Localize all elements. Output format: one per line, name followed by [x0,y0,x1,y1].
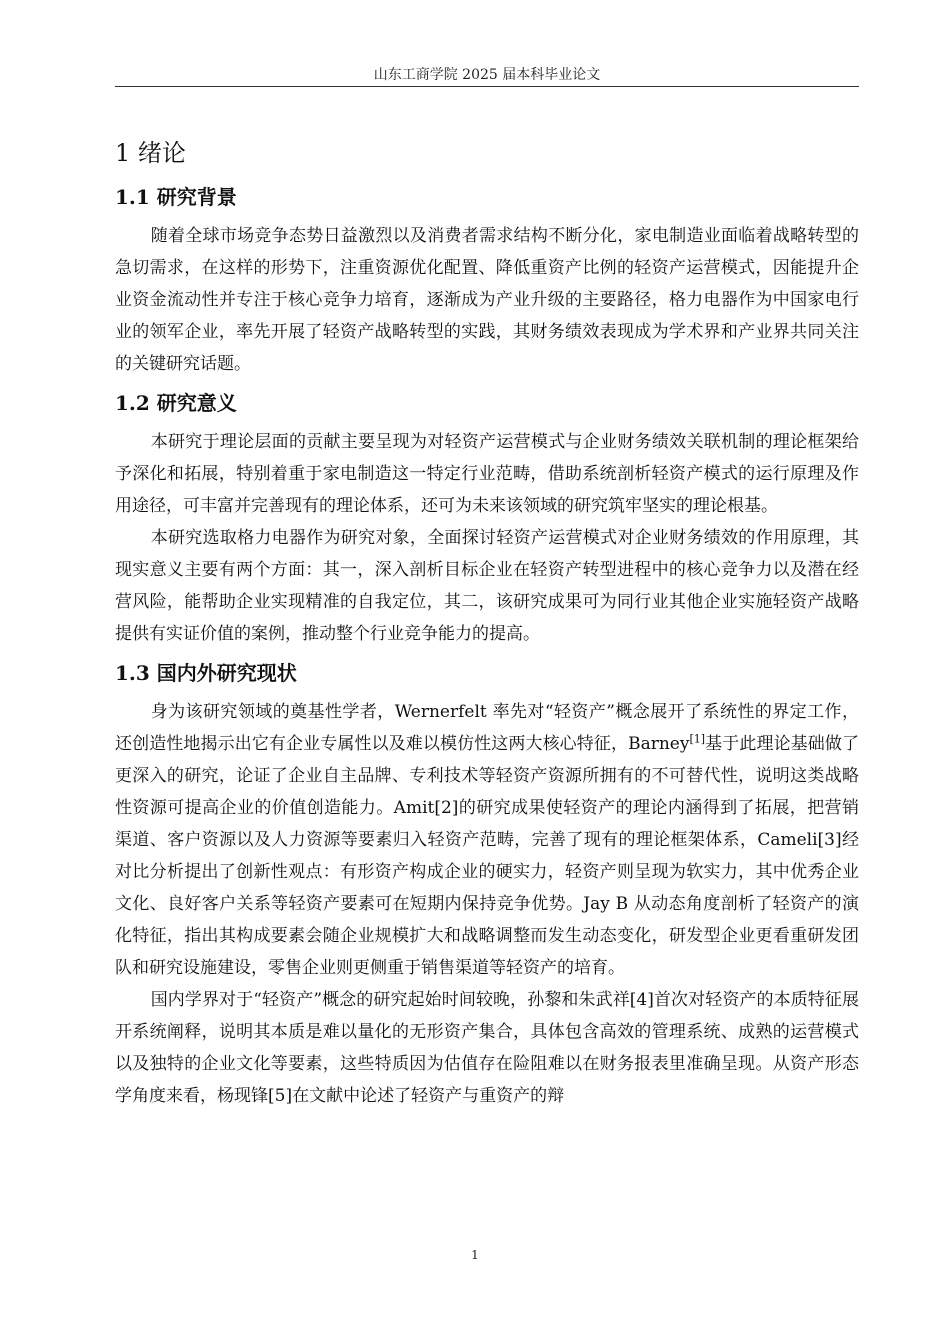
paragraph: 本研究于理论层面的贡献主要呈现为对轻资产运营模式与企业财务绩效关联机制的理论框架给予深化和拓展，特别着重于家电制造这一特定行业范畴，借助系统剖析轻资产模式的运行原理及作用途径，可丰富并完善现有的理论体系，还可为未来该领域的研究筑牢坚实的理论根基。 [115,432,859,516]
paragraph-text: 身为该研究领域的奠基性学者，Wernerfelt 率先对“轻资产”概念展开了系统性的界定工作，还创造性地揭示出它有企业专属性以及难以模仿性这两大核心特征，Barney [115,702,859,754]
paragraph: 国内学界对于“轻资产”概念的研究起始时间较晚，孙黎和朱武祥[4]首次对轻资产的本质特征展开系统阐释，说明其本质是难以量化的无形资产集合，具体包含高效的管理系统、成熟的运营模式以及独特的企业文化等要素，这些特质因为估值存在险阻难以在财务报表里准确呈现。从资产形态学角度来看，杨现锋[5]在文献中论述了轻资产与重资产的辩 [115,990,859,1106]
paragraph: 随着全球市场竞争态势日益激烈以及消费者需求结构不断分化，家电制造业面临着战略转型的急切需求，在这样的形势下，注重资源优化配置、降低重资产比例的轻资产运营模式，因能提升企业资金流动性并专注于核心竞争力培育，逐渐成为产业升级的主要路径，格力电器作为中国家电行业的领军企业，率先开展了轻资产战略转型的实践，其财务绩效表现成为学术界和产业界共同关注的关键研究话题。 [115,226,859,374]
page-content [115,136,859,1120]
paragraph [115,696,859,984]
citation-superscript: [1] [689,732,706,746]
section-title: 1.1 研究背景 [115,185,237,209]
paragraph: 本研究选取格力电器作为研究对象，全面探讨轻资产运营模式对企业财务绩效的作用原理，其现实意义主要有两个方面：其一，深入剖析目标企业在轻资产转型进程中的核心竞争力以及潜在经营风险，能帮助企业实现精准的自我定位，其二，该研究成果可为同行业其他企业实施轻资产战略提供有实证价值的案例，推动整个行业竞争能力的提高。 [115,528,859,644]
section-literature-review [115,658,859,1112]
paragraph-text: 基于此理论基础做了更深入的研究，论证了企业自主品牌、专利技术等轻资产资源所拥有的不可替代性，说明这类战略性资源可提高企业的价值创造能力。Amit[2]的研究成果使轻资产的理论内涵得到了拓展，把营销渠道、客户资源以及人力资源等要素归入轻资产范畴，完善了现有的理论框架体系，Cameli[3]经对比分析提出了创新性观点：有形资产构成企业的硬实力，轻资产则呈现为软实力，其中优秀企业文化、良好客户关系等轻资产要素可在短期内保持竞争优势。Jay B 从动态角度剖析了轻资产的演化特征，指出其构成要素会随企业规模扩大和战略调整而发生动态变化，研发型企业更看重研发团队和研究设施建设，零售企业则更侧重于销售渠道等轻资产的培育。 [115,734,859,978]
section-research-background [115,182,859,380]
header-rule [115,86,859,87]
section-research-significance [115,388,859,650]
chapter-title: 1 绪论 [115,139,186,167]
running-header: 山东工商学院 2025 届本科毕业论文 [373,67,601,83]
page-number: 1 [471,1248,479,1262]
section-title: 1.2 研究意义 [115,391,237,415]
section-title: 1.3 国内外研究现状 [115,661,297,685]
